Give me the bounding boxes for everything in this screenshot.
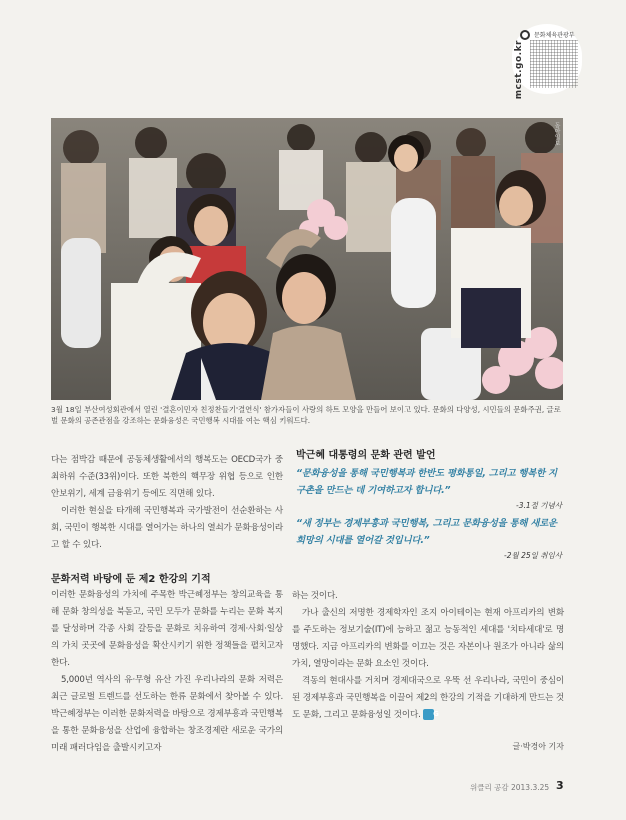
paragraph: 이러한 문화융성의 가치에 주목한 박근혜정부는 창의교육을 통해 문화 창의성을 북돋고, 국민 모두가 문화를 누리는 문화 복지를 달성하며 각종 사회 갈등을 문화로 치유하여 경제·사회·일상의 가치 곳곳에 문화융성을 확산시키기 위한 정책들을 펼치고자 한다. (51, 590, 283, 668)
paragraph: 하는 것이다. (292, 591, 338, 601)
paragraph (292, 673, 564, 724)
quote-box (296, 446, 562, 565)
photo-credit: 동아일보 (553, 122, 560, 146)
quote-source: -2월 25일 취임사 (503, 551, 562, 560)
left-column-top (51, 452, 283, 554)
footer-publication: 위클리 공감 2013.3.25 (470, 783, 550, 792)
paragraph: 다는 점박감 때문에 공동체생활에서의 행복도는 OECD국가 중 최하위 수준(33위)이다. 또한 북한의 핵무장 위협 등으로 인한 안보위기, 세계 금융위기 등에도 직면해 있다. (51, 455, 283, 499)
paragraph: 이러한 현실을 타개해 국민행복과 국가발전이 선순환하는 사회, 국민이 행복한 시대를 열어가는 하나의 열쇠가 문화융성이라고 할 수 있다. (51, 506, 283, 550)
logo-name: 문화체육관광부 (534, 32, 575, 39)
hero-photo (51, 118, 563, 400)
left-column-bottom (51, 587, 283, 757)
quote-box-title: 박근혜 대통령의 문화 관련 발언 (296, 450, 436, 461)
right-column (292, 588, 564, 724)
photo-caption: 3월 18일 부산여성회관에서 열린 '결혼이민자 친정찬들기'결연식' 참가자들이 사랑의 하트 모양을 만들어 보이고 있다. 문화의 다양성, 시민들의 문화주권, 글로벌 문화의 공존관점을 강조하는 문화융성은 국민행복 시대를 여는 핵심 키워드다. (51, 405, 561, 425)
photo-illustration (51, 118, 563, 400)
qr-code-icon (530, 40, 578, 88)
paragraph-text: 격동의 현대사를 거치며 경제대국으로 우뚝 선 우리나라, 국민이 중심이 된 경제부흥과 국민행복을 이끌어 제2의 한강의 기적을 기대하게 만드는 것도 문화, 그리고 문화융성일 것이다. (292, 676, 564, 720)
quote-text: “새 정부는 경제부흥과 국민행복, 그리고 문화융성을 통해 새로운 희망의 시대를 열어갈 것입니다.” (296, 518, 557, 546)
end-mark-icon: G (423, 709, 434, 720)
paragraph: 5,000년 역사의 유·무형 유산 가진 우리나라의 문화 저력은 최근 글로벌 트렌드를 선도하는 한류 문화에서 찾아볼 수 있다. 박근혜정부는 이러한 문화저력을 바탕으로 경제부흥과 국민행복을 통한 문화융성을 산업에 융합하는 창조경제란 새로운 국가의 미래 패러다임을 출발시키고자 (51, 675, 283, 753)
byline: 글·박경아 기자 (512, 742, 564, 751)
logo-url: mcst.go.kr (514, 40, 524, 100)
logo-circle-icon (520, 30, 530, 40)
section-subheading: 문화저력 바탕에 둔 제2 한강의 기적 (51, 574, 211, 585)
paragraph: 가나 출신의 저명한 경제학자인 조지 아이테이는 현재 아프리카의 변화를 주도하는 정보기술(IT)에 능하고 젊고 능동적인 세대를 '치타세대'로 명명했다. 지금 아프리카의 변화를 이끄는 것은 자본이나 원조가 아니라 삶의 가치, 열망이라는 문화 요소인 것이다. (292, 608, 564, 669)
quote-source: -3.1절 기념사 (516, 501, 562, 510)
quote-text: “문화융성을 통해 국민행복과 한반도 평화통일, 그리고 행복한 지구촌을 만드는 데 기여하고자 합니다.” (296, 468, 557, 496)
page-number: 3 (556, 779, 564, 792)
